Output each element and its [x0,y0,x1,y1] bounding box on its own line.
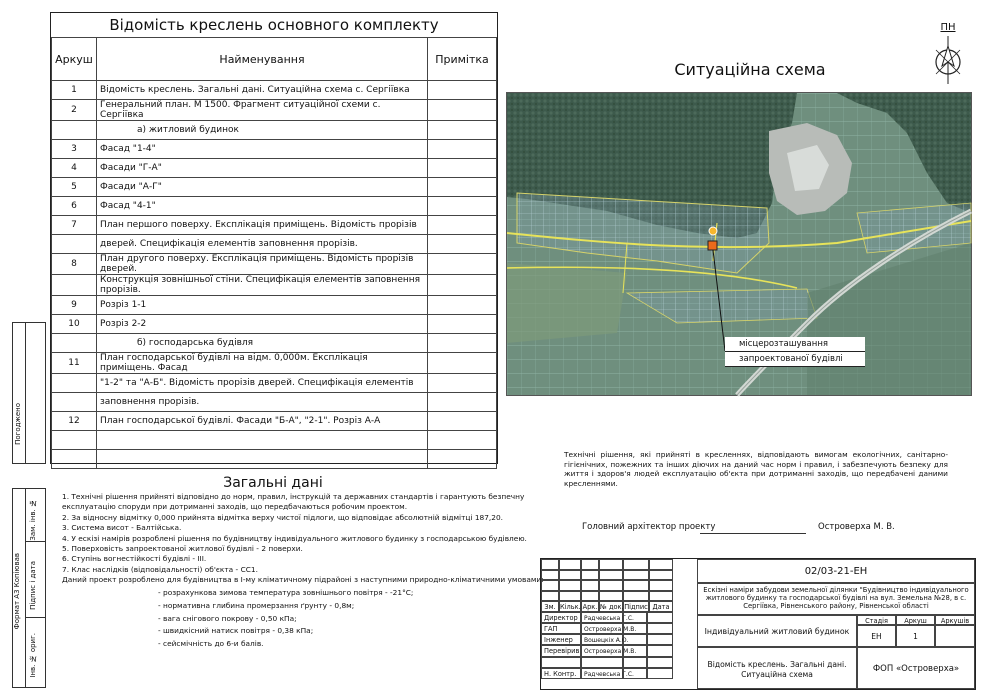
location-callout [725,337,865,367]
revision-cell [623,591,649,602]
general-data-item: 2. За відносну відмітку 0,000 прийнята відмітка верху чистої підлоги, що відповідає абсолютній відмітці 187,20. [62,512,504,522]
sheet-name: Фасади "А-Г" [97,178,428,197]
stamp-signature [623,657,647,668]
margin-format-label: Формат А3 Копіював [13,553,21,630]
stamp-col-header: Кільк. [560,603,581,611]
stamp-role: ГАП [541,623,581,634]
climate-condition-item: - швидкісний натиск повітря - 0,38 кПа; [158,626,314,636]
signature-line [700,533,806,534]
revision-cell [541,559,559,570]
sheet-name: Розріз 2-2 [97,315,428,334]
revision-cell [559,559,581,570]
revision-cell [541,570,559,581]
sheet-note [428,140,497,159]
sheet-name [97,450,428,469]
sheet-list-row [52,393,497,412]
revision-cell [581,591,599,602]
stamp-role: Інженер [541,634,581,645]
general-data-item: 4. У ескізі намірів розроблені рішення по будівництву індивідуального житлового будинку з господарською будівлею. [62,533,527,543]
climate-condition-item: - вага снігового покрову - 0,50 кПа; [158,613,297,623]
sheet-note [428,296,497,315]
stamp-col-header: Зм. [541,601,559,612]
stamp-name: Радчевська Г.С. [581,668,623,679]
sheet-list-row [52,159,497,178]
stamp-signature [623,612,647,623]
stamp-project-code: 02/03-21-ЕН [697,559,975,583]
sheet-name: План господарської будівлі на відм. 0,000м. Експлікація приміщень. Фасад [97,353,428,374]
sheet-number: 12 [52,412,97,431]
sheet-list-row [52,197,497,216]
sheet-list-row [52,315,497,334]
sheet-number: 4 [52,159,97,178]
stamp-project-title: Ескізні наміри забудови земельної ділянки "Будівництво індивідуального житлового будинку та господарської будівлі на вул. Земельна №28, в с. Сергіївка, Рівненського району, Рівненської області [697,583,975,615]
sheet-number [52,275,97,296]
stamp-signature [623,645,647,656]
sheet-name: Генеральний план. М 1500. Фрагмент ситуаційної схеми с. Сергіївка [97,100,428,121]
sheet-note [428,431,497,450]
col-header-name: Найменування [97,38,428,81]
revision-cell [581,559,599,570]
sheet-name: План першого поверху. Експлікація приміщень. Відомість прорізів [97,216,428,235]
sheet-number: 1 [52,81,97,100]
stamp-signature [623,623,647,634]
sheet-note [428,100,497,121]
general-data-item: 6. Ступінь вогнестійкості будівлі - ІІІ. [62,554,207,564]
stamp-name: Островерха М.В. [581,623,623,634]
stamp-col-header: Арк. [582,603,598,611]
revision-cell [541,591,559,602]
climate-condition-item: - розрахункова зимова температура зовнішнього повітря - -21°С; [158,588,414,598]
general-data-item: 5. Поверховість запроектованої житлової будівлі - 2 поверхи. [62,544,303,554]
sheet-note [428,393,497,412]
revision-cell [649,559,673,570]
sheet-list-row [52,334,497,353]
sheet-list-row [52,178,497,197]
sheet-list-row [52,296,497,315]
sheet-number [52,431,97,450]
climate-condition-item: - сейсмічність до 6-и балів. [158,639,264,649]
sheet-name: Конструкція зовнішньої стіни. Специфікація елементів заповнення прорізів. [97,275,428,296]
sheet-name: заповнення прорізів. [97,393,428,412]
revision-cell [649,591,673,602]
sheet-list-row [52,353,497,374]
stamp-name: Вошецкіх А.О. [581,634,623,645]
sheet-note [428,178,497,197]
north-label: ПН [940,22,956,33]
sheet-name: Фасад "4-1" [97,197,428,216]
margin-replaced-label: Зам. інв. № [29,499,37,541]
sheet-number [52,374,97,393]
callout-line-1: місцерозташування [725,337,865,352]
sheet-note [428,159,497,178]
sheet-name: План господарської будівлі. Фасади "Б-А", "2-1". Розріз А-А [97,412,428,431]
sheet-number: 8 [52,254,97,275]
stamp-object-name: Індивідуальний житловий будинок [697,615,857,647]
sheet-name: Розріз 1-1 [97,296,428,315]
stamp-name: Радчевська Г.С. [581,612,623,623]
sheet-list-row [52,412,497,431]
col-header-sheet: Аркуш [52,38,97,81]
margin-agreed-block [12,322,46,464]
revision-cell [623,559,649,570]
revision-cell [623,580,649,591]
sheet-note [428,353,497,374]
stamp-stage-value: ЕН [857,625,896,647]
sheet-name: План другого поверху. Експлікація приміщень. Відомість прорізів дверей. [97,254,428,275]
stamp-date [647,623,673,634]
sheet-number: 5 [52,178,97,197]
stamp-signature [623,634,647,645]
stamp-col-header: Підпис [624,603,648,611]
sheet-number [52,450,97,469]
revision-cell [599,559,623,570]
revision-cell [541,580,559,591]
callout-line-2: запроектованої будівлі [725,352,865,367]
climate-condition-item: - нормативна глибина промерзання ґрунту - 0,8м; [158,600,355,610]
sheet-note [428,235,497,254]
stamp-date [647,645,673,656]
sheet-list-table [50,12,498,464]
sheet-list-row [52,121,497,140]
north-arrow-icon [928,36,968,84]
sheet-list-row [52,275,497,296]
sheet-number: 2 [52,100,97,121]
sheet-name: Відомість креслень. Загальні дані. Ситуаційна схема с. Сергіївка [97,81,428,100]
sheet-name: Фасад "1-4" [97,140,428,159]
general-data-list [62,492,544,650]
stamp-date [647,612,673,623]
sheet-note [428,197,497,216]
sheet-list-row [52,235,497,254]
revision-cell [599,570,623,581]
sheet-list-grid [51,37,497,469]
general-data-item: 7. Клас наслідків (відповідальності) об'єкта - СС1. [62,564,258,574]
stamp-name: Островерха М.В. [581,645,623,656]
sheet-list-row [52,140,497,159]
sheet-name [97,431,428,450]
revision-cell [581,570,599,581]
sheet-number [52,121,97,140]
sheet-number: 11 [52,353,97,374]
satellite-map [506,92,972,396]
sheet-list-row [52,450,497,469]
sheet-list-row [52,216,497,235]
sheet-number: 7 [52,216,97,235]
sheet-number [52,393,97,412]
revision-cell [581,580,599,591]
sheet-list-row [52,254,497,275]
sheet-name: Фасади "Г-А" [97,159,428,178]
stamp-signature [623,668,647,679]
title-block-stamp [540,558,976,690]
sheet-number: 3 [52,140,97,159]
revision-cell [559,570,581,581]
general-data-item: 3. Система висот - Балтійська. [62,523,182,533]
sheet-number: 6 [52,197,97,216]
stamp-sheet-header: Аркуш [896,615,935,625]
sheet-note [428,450,497,469]
general-data-item: Даний проект розроблено для будівництва в І-му кліматичному підрайоні з наступними природно-кліматичними умовами: [62,575,544,585]
stamp-date [647,668,673,679]
general-data-item: 1. Технічні рішення прийняті відповідно до норм, правил, інструкцій та державних стандартів і гарантують безпечну [62,492,525,501]
stamp-sheet-value: 1 [896,625,935,647]
sheet-list-row [52,100,497,121]
stamp-name [581,657,623,668]
chief-architect-name: Островерха М. В. [818,522,895,532]
north-arrow [928,22,968,84]
general-data-item: експлуатацію споруди при дотриманні заходів, що передбачаються робочим проектом. [62,502,408,512]
revision-cell [649,570,673,581]
technical-statement: Технічні рішення, які прийняті в кресленнях, відповідають вимогам екологічних, санітарно-гігієнічних, пожежних та інших діючих на даний час норм і правил, і забезпечують безпеку для життя і здоров'я людей експлуатацію об'єкта при дотриманні заходів, що передбачені даними кресленнями. [564,450,948,488]
revision-cell [559,591,581,602]
margin-agreed-label: Погоджено [14,403,22,445]
stamp-sheet-title: Відомість креслень. Загальні дані. Ситуаційна схема [697,647,857,689]
stamp-role: Перевірив [541,645,581,656]
stamp-col-header: Дата [649,601,673,612]
sheet-number [52,235,97,254]
revision-cell [599,591,623,602]
stamp-role [541,657,581,668]
margin-signature-date-label: Підпис і дата [29,561,37,610]
stamp-stage-header: Стадія [857,615,896,625]
stamp-role: Директор [541,612,581,623]
revision-cell [559,580,581,591]
stamp-company: ФОП «Островерха» [857,647,975,689]
sheet-list-row [52,374,497,393]
sheet-note [428,374,497,393]
margin-signature-block [12,488,46,688]
sheet-list-row [52,81,497,100]
margin-inventory-label: Інв. № ориг. [29,633,37,678]
stamp-date [647,634,673,645]
revision-cell [599,580,623,591]
sheet-list-title: Відомість креслень основного комплекту [51,13,497,38]
sheet-list-row [52,431,497,450]
chief-architect-label: Головний архітектор проекту [582,522,716,532]
stamp-sheets-value [935,625,975,647]
sheet-note [428,121,497,140]
sheet-note [428,412,497,431]
sheet-note [428,334,497,353]
col-header-note: Примітка [428,38,497,81]
stamp-col-header: № док. [600,603,624,611]
stamp-date [647,657,673,668]
sheet-name: дверей. Специфікація елементів заповнення прорізів. [97,235,428,254]
sheet-note [428,275,497,296]
sheet-number: 9 [52,296,97,315]
general-data-title: Загальні дані [223,475,323,491]
sheet-note [428,216,497,235]
situation-scheme-title: Ситуаційна схема [674,60,826,79]
revision-cell [649,580,673,591]
stamp-sheets-header: Аркушів [935,615,975,625]
stamp-role: Н. Контр. [541,668,581,679]
sheet-name: б) господарська будівля [97,334,428,353]
sheet-note [428,254,497,275]
revision-cell [623,570,649,581]
sheet-note [428,315,497,334]
sheet-number: 10 [52,315,97,334]
sheet-number [52,334,97,353]
sheet-name: "1-2" та "А-Б". Відомість прорізів дверей. Специфікація елементів [97,374,428,393]
sheet-note [428,81,497,100]
sheet-name: а) житловий будинок [97,121,428,140]
